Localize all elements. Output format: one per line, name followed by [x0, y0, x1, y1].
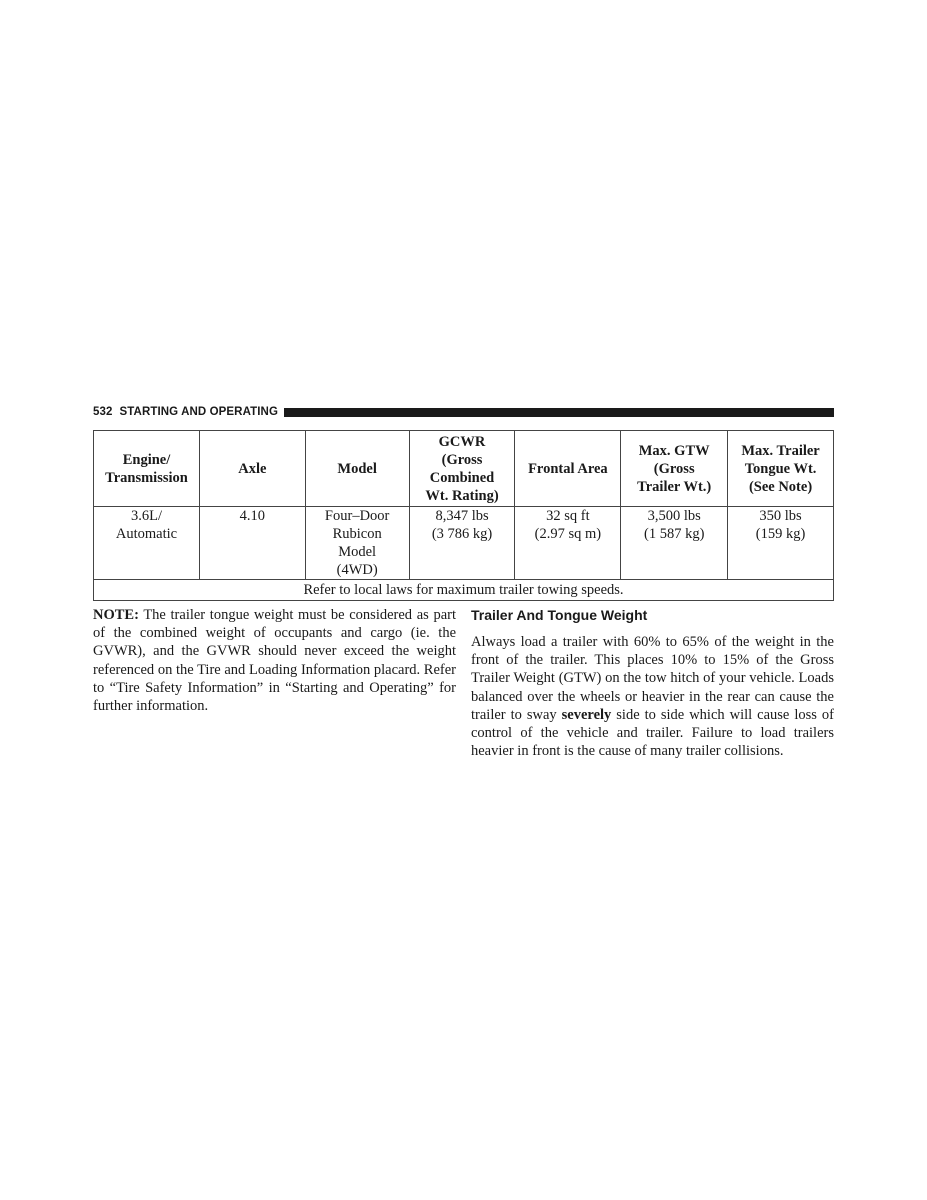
note-paragraph	[93, 606, 456, 715]
cell-max-gtw: 3,500 lbs (1 587 kg)	[621, 507, 728, 580]
cell-axle: 4.10	[199, 507, 305, 580]
table-footnote-row	[94, 580, 834, 601]
trailer-weight-column	[471, 606, 834, 760]
table-header-row	[94, 431, 834, 507]
cell-gcwr: 8,347 lbs (3 786 kg)	[409, 507, 515, 580]
paragraph-text-after: side to side which will cause loss of control of the vehicle and trailer. Failure to load trailers heavier in front is the cause of many trailer collisions.	[471, 706, 834, 760]
table-footnote: Refer to local laws for maximum trailer towing speeds.	[94, 580, 834, 601]
paragraph-text-before: Always load a trailer with 60% to 65% of the weight in the front of the trailer. This places 10% to 15% of the Gross Trailer Weight (GTW) on the tow hitch of your vehicle. Loads balanced over the wheels or heavier in the rear can cause the trailer to sway	[471, 634, 834, 723]
page-header	[93, 405, 834, 419]
table-row	[94, 507, 834, 580]
paragraph-emphasis: severely	[561, 706, 612, 723]
header-max-tongue-wt: Max. Trailer Tongue Wt. (See Note)	[728, 431, 834, 507]
note-label: NOTE:	[93, 607, 139, 623]
header-max-gtw: Max. GTW (Gross Trailer Wt.)	[621, 431, 728, 507]
section-heading: Trailer And Tongue Weight	[471, 607, 648, 623]
note-column	[93, 606, 456, 715]
header-frontal-area: Frontal Area	[515, 431, 621, 507]
header-axle: Axle	[199, 431, 305, 507]
section-title: STARTING AND OPERATING	[119, 406, 279, 418]
page-number: 532	[93, 406, 113, 418]
header-gcwr: GCWR (Gross Combined Wt. Rating)	[409, 431, 515, 507]
towing-table	[93, 430, 834, 601]
cell-engine-transmission: 3.6L/ Automatic	[94, 507, 200, 580]
trailer-weight-paragraph	[471, 633, 834, 760]
cell-model: Four–Door Rubicon Model (4WD)	[305, 507, 409, 580]
header-rule	[284, 408, 834, 417]
note-text: The trailer tongue weight must be considered as part of the combined weight of occupants and cargo (ie. the GVWR), and the GVWR should never exceed the weight referenced on the Tire and Loading Information placard. Refer to “Tire Safety Information” in “Starting and Operating” for further information.	[93, 607, 456, 715]
header-model: Model	[305, 431, 409, 507]
cell-max-tongue-wt: 350 lbs (159 kg)	[728, 507, 834, 580]
cell-frontal-area: 32 sq ft (2.97 sq m)	[515, 507, 621, 580]
header-engine-transmission: Engine/ Transmission	[94, 431, 200, 507]
